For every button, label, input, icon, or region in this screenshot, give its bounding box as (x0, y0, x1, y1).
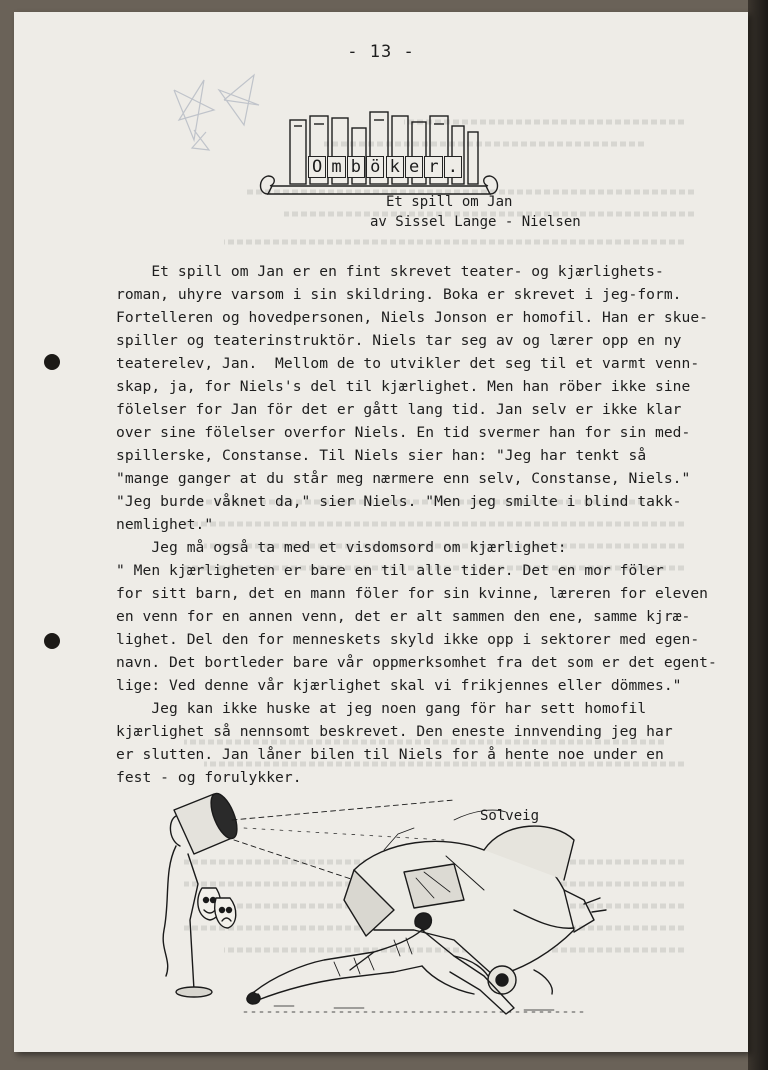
body-line: Jeg kan ikke huske at jeg noen gang för har sett homofil (116, 700, 647, 717)
header-letter: . (444, 156, 462, 178)
article-body (116, 260, 726, 789)
body-line: spillerske, Constanse. Til Niels sier han: "Jeg har tenkt så (116, 447, 647, 464)
document-page (14, 12, 748, 1052)
signature: Solveig (480, 808, 540, 824)
body-line: "mange ganger at du står meg nærmere enn selv, Constanse, Niels." (116, 470, 691, 487)
punch-hole (44, 633, 60, 649)
body-line: en venn for en annen venn, det er alt sammen den ene, samme kjræ- (116, 608, 691, 625)
binder-edge (748, 0, 768, 1070)
body-line: skap, ja, for Niels's del til kjærlighet. Men han röber ikke sine (116, 378, 691, 395)
page-number: - 13 - (347, 42, 415, 62)
body-line: over sine fölelser overfor Niels. En tid svermer han for sin med- (116, 424, 691, 441)
header-letter: e (405, 156, 423, 178)
body-line: er slutten. Jan låner bilen til Niels for å hente noe under en (116, 746, 664, 763)
body-line: spiller og teaterinstruktör. Niels tar seg av og lærer opp en ny (116, 332, 682, 349)
body-line: lighet. Del den for menneskets skyld ikke opp i sektorer med egen- (116, 631, 700, 648)
header-letter: O (308, 156, 326, 178)
body-line: Fortelleren og hovedpersonen, Niels Jonson er homofil. Han er skue- (116, 309, 709, 326)
body-line: fölelser for Jan för det er gått lang tid. Jan selv er ikke klar (116, 401, 682, 418)
accident-illustration (154, 780, 634, 1030)
body-line: kjærlighet så nennsomt beskrevet. Den eneste innvending jeg har (116, 723, 673, 740)
body-line: navn. Det bortleder bare vår oppmerksomhet fra det som er det egent- (116, 654, 717, 671)
body-line: " Men kjærligheten er bare en til alle tider. Det en mor föler (116, 562, 664, 579)
header-letter: k (386, 156, 404, 178)
header-letter: b (347, 156, 365, 178)
header-letter: r (424, 156, 442, 178)
punch-hole (44, 354, 60, 370)
body-line: Et spill om Jan er en fint skrevet teater- og kjærlighets- (116, 263, 664, 280)
body-line: teaterelev, Jan. Mellom de to utvikler det seg til et varmt venn- (116, 355, 700, 372)
body-line: for sitt barn, det en mann föler for sin kvinne, læreren for eleven (116, 585, 709, 602)
body-line: nemlighet." (116, 516, 214, 533)
body-line: lige: Ved denne vår kjærlighet skal vi frikjennes eller dömmes." (116, 677, 682, 694)
body-line: fest - og forulykker. (116, 769, 302, 786)
article-title: Et spill om Jan (386, 194, 513, 210)
body-line: roman, uhyre varsom i sin skildring. Boka er skrevet i jeg-form. (116, 286, 682, 303)
article-byline: av Sissel Lange - Nielsen (370, 214, 581, 230)
body-line: "Jeg burde våknet da," sier Niels. "Men jeg smilte i blind takk- (116, 493, 682, 510)
header-letter: m (327, 156, 345, 178)
header-letter: ö (366, 156, 384, 178)
column-header-om-boker (302, 152, 468, 182)
body-line: Jeg må også ta med et visdomsord om kjærlighet: (116, 539, 567, 556)
